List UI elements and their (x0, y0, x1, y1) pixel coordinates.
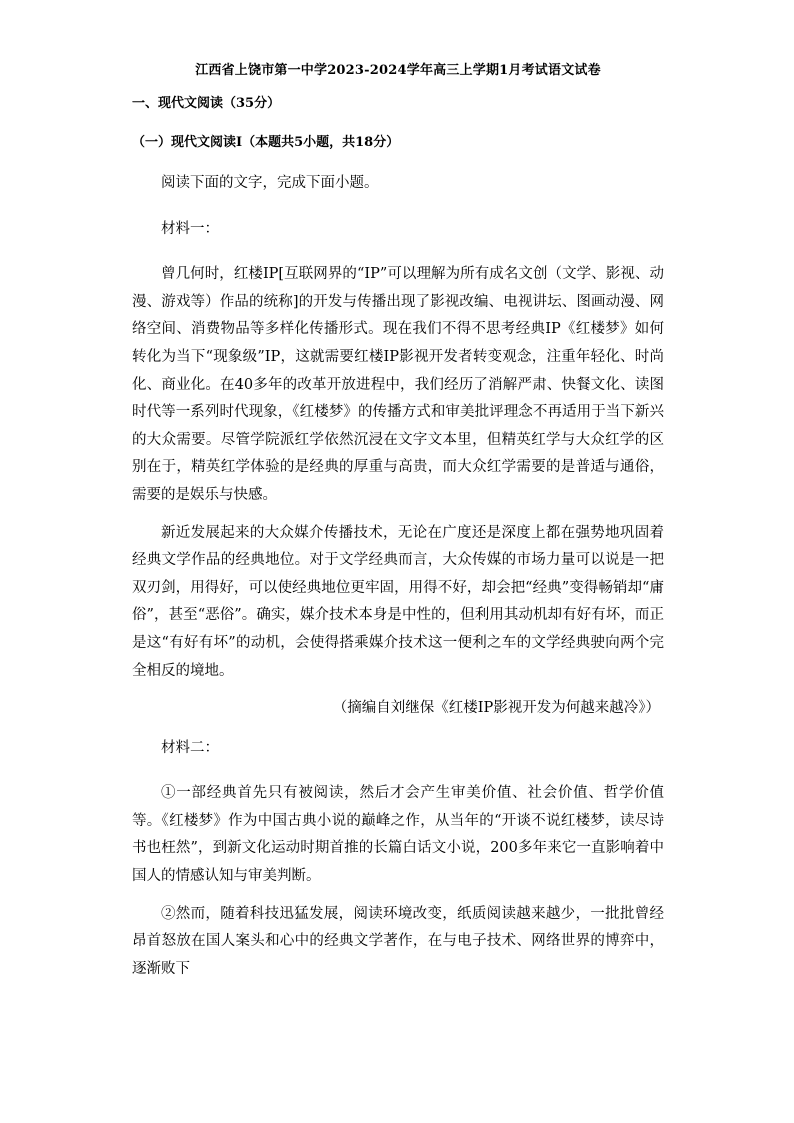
material-two-paragraph-2: ②然而，随着科技迅猛发展，阅读环境改变，纸质阅读越来越少，一批批曾经昂首怒放在国人案头和心中的经典文学著作，在与电子技术、网络世界的博弈中，逐渐败下 (132, 905, 664, 977)
sub-heading: （一）现代文阅读Ⅰ（本题共5小题，共18分） (132, 135, 400, 150)
material-one-source: （摘编自刘继保《红楼IP影视开发为何越来越冷》） (332, 700, 660, 717)
material-one-paragraph-2: 新近发展起来的大众媒介传播技术，无论在广度还是深度上都在强势地巩固着经典文学作品的经典地位。对于文学经典而言，大众传媒的市场力量可以说是一把双刃剑，用得好，可以使经典地位更牢固，用得不好，却会把“经典”变得畅销却“庸俗”，甚至“恶俗”。确实，媒介技术本身是中性的，但利用其动机却有好有坏，而正是这“有好有坏”的动机，会使得搭乘媒介技术这一便利之车的文学经典驶向两个完全相反的境地。 (132, 524, 664, 679)
section-heading: 一、现代文阅读（35分） (132, 96, 281, 111)
exam-title: 江西省上饶市第一中学2023-2024学年高三上学期1月考试语文试卷 (195, 63, 601, 78)
material-two-label: 材料二： (161, 739, 219, 756)
material-one-paragraph-1: 曾几何时，红楼IP[互联网界的“IP”可以理解为所有成名文创（文学、影视、动漫、游戏等）作品的统称]的开发与传播出现了影视改编、电视讲坛、图画动漫、网络空间、消费物品等多样化传播形式。现在我们不得不思考经典IP《红楼梦》如何转化为当下“现象级”IP，这就需要红楼IP影视开发者转变观念，注重年轻化、时尚化、商业化。在40多年的改革开放进程中，我们经历了消解严肃、快餐文化、读图时代等一系列时代现象，《红楼梦》的传播方式和审美批评理念不再适用于当下新兴的大众需要。尽管学院派红学依然沉浸在文字文本里，但精英红学与大众红学的区别在于，精英红学体验的是经典的厚重与高贵，而大众红学需要的是普适与通俗，需要的是娱乐与快感。 (132, 266, 664, 503)
material-two-paragraph-1: ①一部经典首先只有被阅读，然后才会产生审美价值、社会价值、哲学价值等。《红楼梦》作为中国古典小说的巅峰之作，从当年的“开谈不说红楼梦，读尽诗书也枉然”，到新文化运动时期首推的长篇白话文小说，200多年来它一直影响着中国人的情感认知与审美判断。 (132, 785, 664, 885)
material-one-label: 材料一： (161, 220, 219, 237)
instruction-text: 阅读下面的文字，完成下面小题。 (161, 175, 379, 191)
